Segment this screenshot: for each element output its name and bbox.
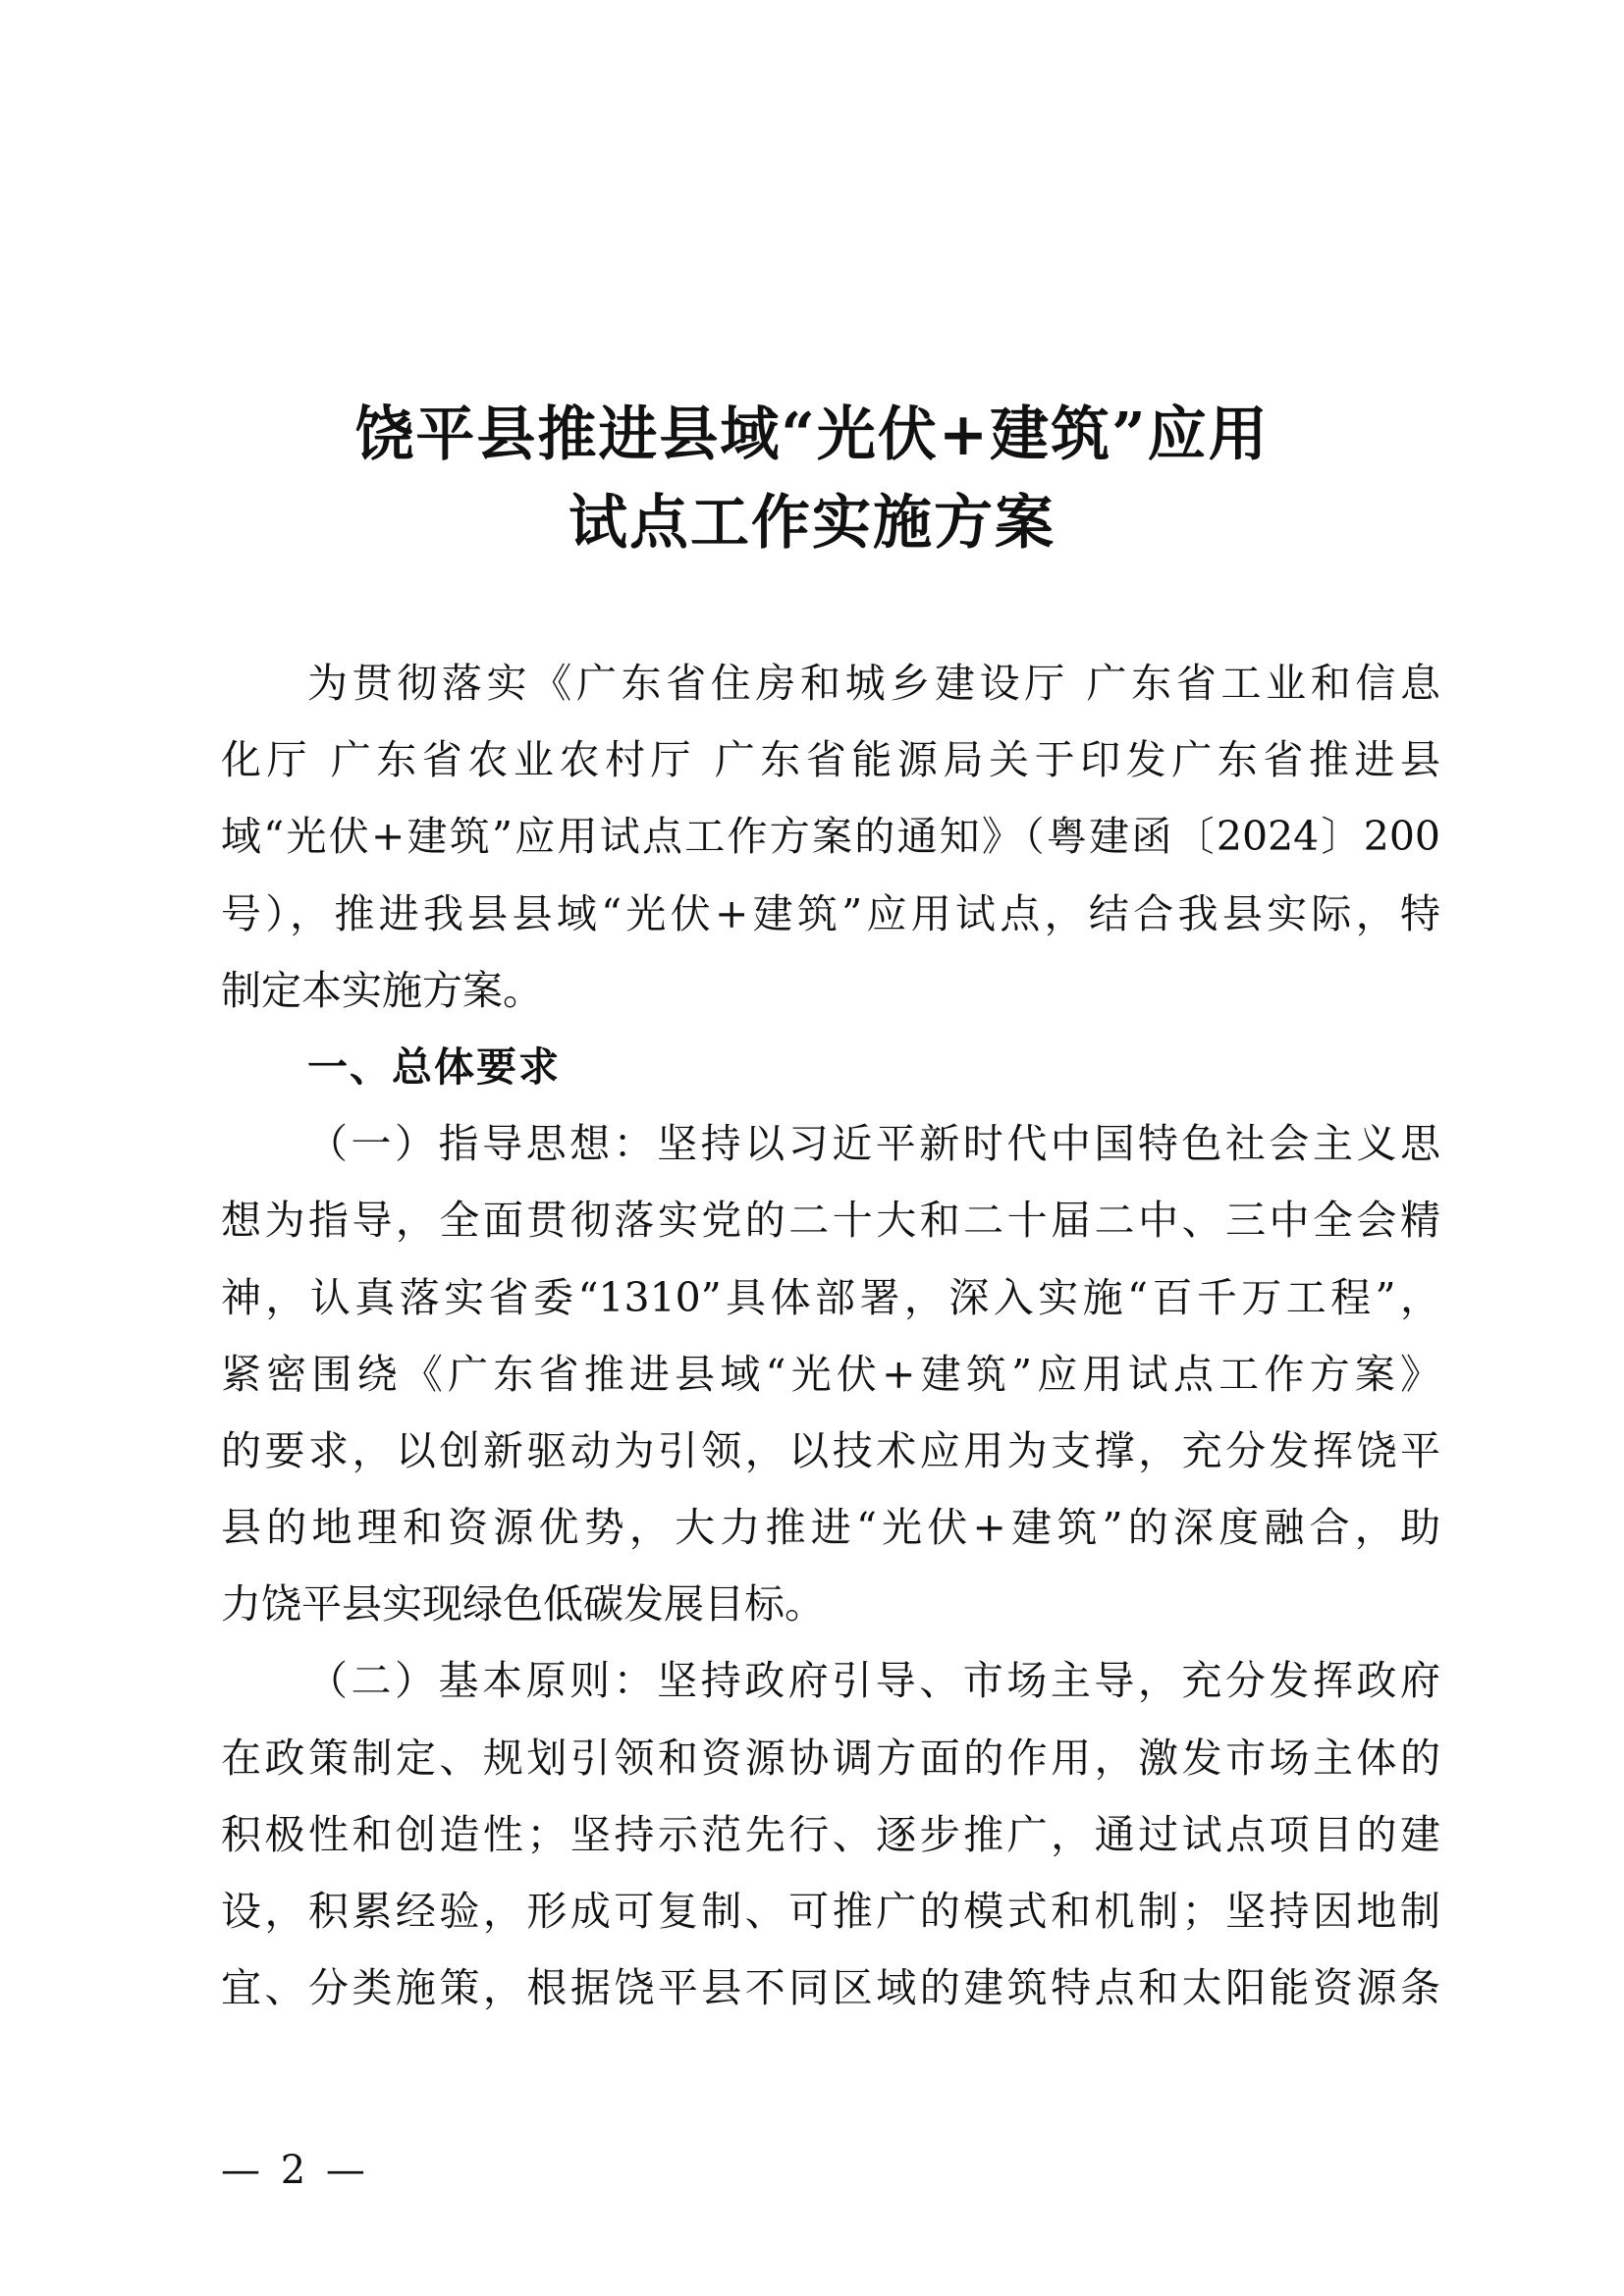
text-line: （二）基本原则：坚持政府引导、市场主导，充分发挥政府 <box>307 1657 1440 1705</box>
paragraph <box>221 1105 1440 1642</box>
text-line: 县的地理和资源优势，大力推进“光伏+建筑”的深度融合，助 <box>221 1504 1440 1552</box>
text-line: 想为指导，全面贯彻落实党的二十大和二十届二中、三中全会精 <box>221 1197 1440 1245</box>
text-line: 积极性和创造性；坚持示范先行、逐步推广，通过试点项目的建 <box>221 1810 1440 1858</box>
text-line: 设，积累经验，形成可复制、可推广的模式和机制；坚持因地制 <box>221 1888 1440 1935</box>
document-title-line-1: 饶平县推进县域“光伏+建筑”应用 <box>354 400 1270 469</box>
text-line: （一）指导思想：坚持以习近平新时代中国特色社会主义思 <box>307 1120 1440 1168</box>
text-line: 的要求，以创新驱动为引领，以技术应用为支撑，充分发挥饶平 <box>221 1426 1440 1474</box>
document-title-line-2: 试点工作实施方案 <box>568 489 1056 558</box>
text-line: 力饶平县实现绿色低碳发展目标。 <box>221 1580 825 1629</box>
text-line: 号），推进我县县域“光伏+建筑”应用试点，结合我县实际，特 <box>221 889 1440 937</box>
document-body <box>221 645 1440 2026</box>
text-line: 制定本实施方案。 <box>221 966 543 1014</box>
paragraph <box>221 1642 1440 2026</box>
text-line: 宜、分类施策，根据饶平县不同区域的建筑特点和太阳能资源条 <box>221 1964 1440 2012</box>
section-heading <box>221 1029 1440 1105</box>
text-line: 在政策制定、规划引领和资源协调方面的作用，激发市场主体的 <box>221 1734 1440 1782</box>
text-line: 为贯彻落实《广东省住房和城乡建设厅 广东省工业和信息 <box>307 660 1440 707</box>
text-line: 一、总体要求 <box>307 1042 561 1091</box>
text-line: 化厅 广东省农业农村厅 广东省能源局关于印发广东省推进县 <box>221 736 1440 784</box>
text-line: 域“光伏+建筑”应用试点工作方案的通知》（粤建函〔2024〕200 <box>221 813 1440 861</box>
text-line: 神，认真落实省委“1310”具体部署，深入实施“百千万工程”， <box>221 1273 1440 1321</box>
page-number: — 2 — <box>221 2148 369 2193</box>
text-line: 紧密围绕《广东省推进县域“光伏+建筑”应用试点工作方案》 <box>221 1350 1440 1398</box>
paragraph <box>221 645 1440 1029</box>
